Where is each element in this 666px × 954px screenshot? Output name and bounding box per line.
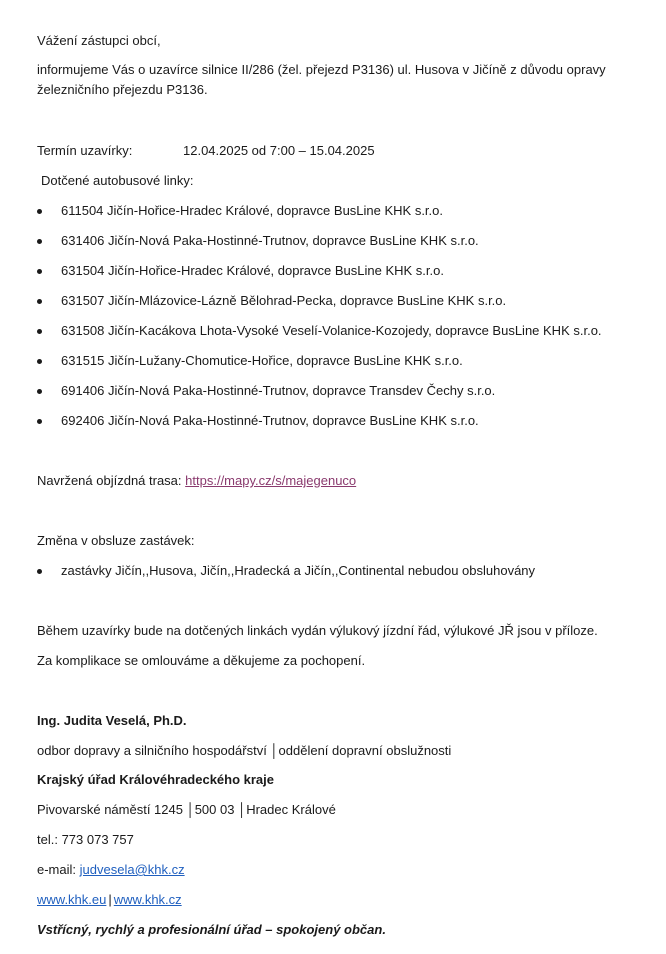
stops-heading: Změna v obsluze zastávek: [37, 533, 195, 548]
email-link[interactable]: judvesela@khk.cz [79, 862, 185, 877]
signature-name: Ing. Judita Veselá, Ph.D. [37, 713, 187, 728]
signature-office: Krajský úřad Královéhradeckého kraje [37, 772, 275, 787]
detour-label: Navržená objízdná trasa: [37, 473, 182, 488]
list-item: 631504 Jičín-Hořice-Hradec Králové, dopravce BusLine KHK s.r.o. [61, 262, 444, 280]
closure-term [37, 142, 375, 160]
list-item: 631515 Jičín-Lužany-Chomutice-Hořice, dopravce BusLine KHK s.r.o. [61, 352, 463, 370]
term-label: Termín uzavírky: [37, 143, 133, 158]
signature-email [37, 861, 185, 879]
signature-department: odbor dopravy a silničního hospodářství │oddělení dopravní obslužnosti [37, 743, 452, 758]
list-item: 692406 Jičín-Nová Paka-Hostinné-Trutnov, dopravce BusLine KHK s.r.o. [61, 412, 479, 430]
intro-paragraph: informujeme Vás o uzavírce silnice II/286 (žel. přejezd P3136) ul. Husova v Jičíně z důvodu opravy železničního přejezdu P3136. [37, 62, 606, 97]
list-item: 631508 Jičín-Kacákova Lhota-Vysoké Veselí-Volanice-Kozojedy, dopravce BusLine KHK s.r.o. [61, 322, 602, 340]
detour-line [37, 472, 356, 490]
website-link-cz[interactable]: www.khk.cz [113, 892, 182, 907]
apology-text: Za komplikace se omlouváme a děkujeme za pochopení. [37, 653, 366, 668]
timetable-note: Během uzavírky bude na dotčených linkách vydán výlukový jízdní řád, výlukové JŘ jsou v příloze. [37, 623, 598, 638]
lines-heading: Dotčené autobusové linky: [41, 173, 194, 188]
detour-map-link[interactable]: https://mapy.cz/s/majegenuco [185, 473, 357, 488]
list-item: zastávky Jičín,,Husova, Jičín,,Hradecká a Jičín,,Continental nebudou obsluhovány [61, 562, 535, 580]
list-item: 631507 Jičín-Mlázovice-Lázně Bělohrad-Pecka, dopravce BusLine KHK s.r.o. [61, 292, 506, 310]
web-separator: | [108, 892, 112, 907]
list-item: 611504 Jičín-Hořice-Hradec Králové, dopravce BusLine KHK s.r.o. [61, 202, 443, 220]
list-item: 631406 Jičín-Nová Paka-Hostinné-Trutnov, dopravce BusLine KHK s.r.o. [61, 232, 479, 250]
list-item: 691406 Jičín-Nová Paka-Hostinné-Trutnov, dopravce Transdev Čechy s.r.o. [61, 382, 495, 400]
signature-address: Pivovarské náměstí 1245 │500 03 │Hradec Králové [37, 802, 336, 817]
website-link-eu[interactable]: www.khk.eu [37, 892, 107, 907]
signature-phone: tel.: 773 073 757 [37, 832, 134, 847]
signature-websites [37, 891, 182, 909]
signature-motto: Vstřícný, rychlý a profesionální úřad – spokojený občan. [37, 922, 386, 937]
greeting: Vážení zástupci obcí, [37, 33, 161, 48]
email-label: e-mail: [37, 862, 77, 877]
term-value: 12.04.2025 od 7:00 – 15.04.2025 [183, 143, 375, 158]
